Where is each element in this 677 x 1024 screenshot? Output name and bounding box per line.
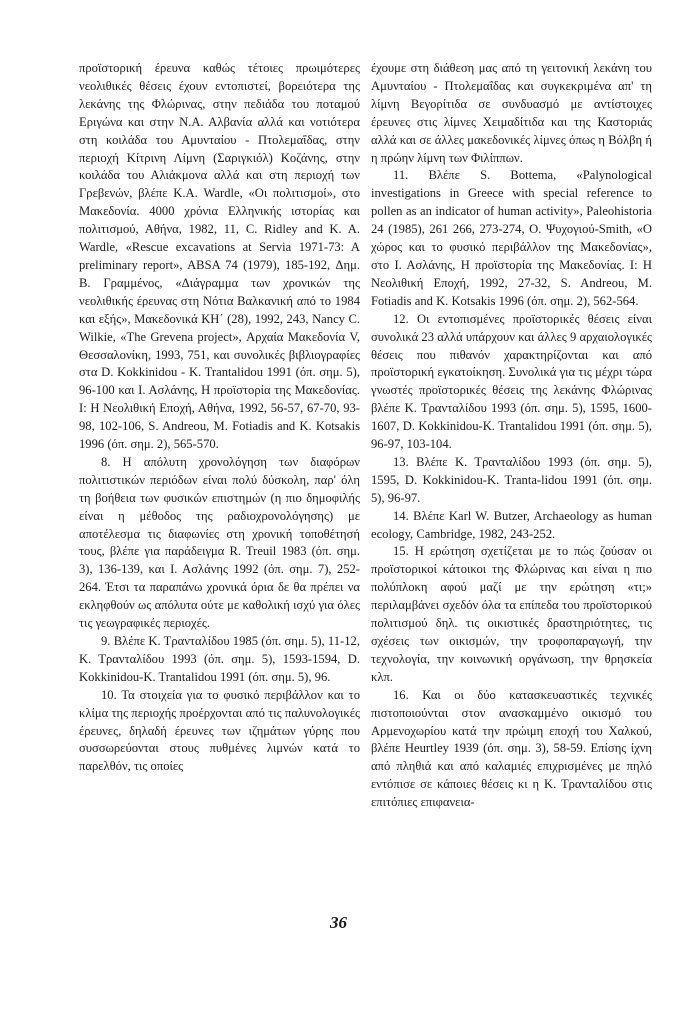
note-13: 13. Βλέπε Κ. Τρανταλίδου 1993 (όπ. σημ. 5), 1595, D. Kokkinidou-K. Tranta-lidou 1991 (όπ. σημ. 5), 96-97. <box>371 454 652 505</box>
note-15: 15. Η ερώτηση σχετίζεται με το πώς ζούσαν οι προϊστορικοί κάτοικοι της Φλώρινας και είναι η πιο πολύπλοκη αφού μαζί με την ερώτηση «τι;» περιλαμβάνει σχεδόν όλα τα επίπεδα του προϊστορικού πολιτισμού δηλ. τις οικιστικές δραστηριότητες, τις σχέσεις των οικισμών, την τροφοπαραγωγή, την τεχνολογία, την κοινωνική οργάνωση, την θρησκεία κλπ. <box>371 544 652 684</box>
page-number: 36 <box>330 913 347 932</box>
right-column <box>371 60 652 812</box>
note-16: 16. Και οι δύο κατασκευαστικές τεχνικές πιστοποιούνται στον ανασκαμμένο οικισμό του Αρμενοχωρίου κατά την πρώιμη εποχή του Χαλκού, βλέπε Heurtley 1939 (όπ. σημ. 3), 58-59. Επίσης ίχνη από πληθιά και από καλαμιές επιχρισμένες με πηλό εντόπισε σε κάποιες θέσεις κι η Κ. Τρανταλίδου στις επιτόπιες επιφανεια- <box>371 687 652 810</box>
note-10-continuation: έχουμε στη διάθεση μας από τη γειτονική λεκάνη του Αμυνταίου - Πτολεμαΐδας και συγκεκριμένα απ' τη λίμνη Βεγορίτιδα σε συνδυασμό με αντίστοιχες έρευνες στις λίμνες Χειμαδίτιδα και της Καστοριάς αλλά και σε άλλες μακεδονικές λίμνες όπως η Βόλβη ή η πρώην λίμνη των Φιλίππων. <box>371 61 652 165</box>
note-10: 10. Τα στοιχεία για το φυσικό περιβάλλον και το κλίμα της περιοχής προέρχονται από τις παλυνολογικές έρευνες, δηλαδή έρευνες των ιζημάτων γύρης που συσσωρεύονται στους πυθμένες λιμνών κατά το παρελθόν, τις οποίες <box>79 687 360 774</box>
note-8: 8. Η απόλυτη χρονολόγηση των διαφόρων πολιτιστικών περιόδων είναι πολύ δύσκολη, παρ' όλη τη βοήθεια των φυσικών επιστημών (η πιο δημοφιλής είναι η μέθοδος της ραδιοχρονολόγησης) με αποτέλεσμα τις διαφωνίες στη χρονική τοποθέτησή τους, βλέπε για παράδειγμα R. Treuil 1983 (όπ. σημ. 3), 136-139, και Ι. Ασλάνης 1992 (όπ. σημ. 7), 252-264. Έτσι τα παραπάνω χρονικά όρια δε θα πρέπει να εκληφθούν ως απόλυτα ούτε με καθολική ισχύ για όλες τις γεωγραφικές περιοχές. <box>79 454 360 631</box>
note-12: 12. Οι εντοπισμένες προϊστορικές θέσεις είναι συνολικά 23 αλλά υπάρχουν και άλλες 9 αρχαιολογικές θέσεις που πιθανόν χαρακτηρίζονται και από προϊστορική εγκατοίκηση. Συνολικά για τις μέχρι τώρα γνωστές προϊστορικές θέσεις της λεκάνης Φλώρινας βλέπε Κ. Τρανταλίδου 1993 (όπ. σημ. 5), 1595, 1600-1607, D. Kokkinidou-K. Trantalidou 1991 (όπ. σημ. 5), 96-97, 103-104. <box>371 311 652 452</box>
note-14: 14. Βλέπε Karl W. Butzer, Archaeology as human ecology, Cambridge, 1982, 243-252. <box>371 508 652 541</box>
left-column <box>79 60 360 776</box>
note-9: 9. Βλέπε Κ. Τρανταλίδου 1985 (όπ. σημ. 5), 11-12, Κ. Τρανταλίδου 1993 (όπ. σημ. 5), 1593-1594, D. Kokkinidou-K. Trantalidou 1991 (όπ. σημ. 5), 96. <box>79 634 360 684</box>
note-7-continuation: προϊστορική έρευνα καθώς τέτοιες πρωιμότερες νεολιθικές θέσεις έχουν εντοπιστεί, βορειότερα της λεκάνης της Φλώρινας, στην πεδιάδα του ποταμού Εριγώνα και στην Ν.Α. Αλβανία αλλά και νοτιότερα στη κοιλάδα του Αμυνταίου - Πτολεμαΐδας, στην περιοχή Κίτρινη Λίμνη (Σαριγκιόλ) Κοζάνης, στην κοιλάδα του Αλιάκμονα αλλά και στη περιοχή των Γρεβενών, βλέπε Κ.Α. Wardle, «Οι πολιτισμοί», στο Μακεδονία. 4000 χρόνια Ελληνικής ιστορίας και πολιτισμού, Αθήνα, 1982, 11, C. Ridley and K. A. Wardle, «Rescue excavations at Servia 1971-73: A preliminary report», ABSA 74 (1979), 185-192, Δημ. Β. Γραμμένος, «Διάγραμμα των χρονικών της νεολιθικής έρευνας στη Νότια Βαλκανική από το 1984 και εξής», Μακεδονικά ΚΗ΄ (28), 1992, 243, Nancy C. Wilkie, «The Grevena project», Αρχαία Μακεδονία V, Θεσσαλονίκη, 1993, 751, και συνολικές βιβλιογραφίες στα D. Kokkinidou - K. Trantalidou 1991 (όπ. σημ. 5), 96-100 και Ι. Ασλάνης, Η προϊστορία της Μακεδονίας. I: Η Νεολιθική Εποχή, Αθήνα, 1992, 56-57, 67-70, 93-98, 102-106, S. Andreou, M. Fotiadis and K. Kotsakis 1996 (όπ. σημ. 2), 565-570. <box>79 61 360 452</box>
note-11: 11. Βλέπε S. Bottema, «Palynological investigations in Greece with special reference to pollen as an indicator of human activity», Paleohistoria 24 (1985), 261 266, 273-274, O. Ψυχογιού-Smith, «Ο χώρος και το φυσικό περιβάλλον της Μακεδονίας», στο Ι. Ασλάνης, Η προϊστορία της Μακεδονίας. I: Η Νεολιθική Εποχή, 1992, 27-32, S. Andreou, M. Fotiadis and K. Kotsakis 1996 (όπ. σημ. 2), 562-564. <box>371 168 652 308</box>
